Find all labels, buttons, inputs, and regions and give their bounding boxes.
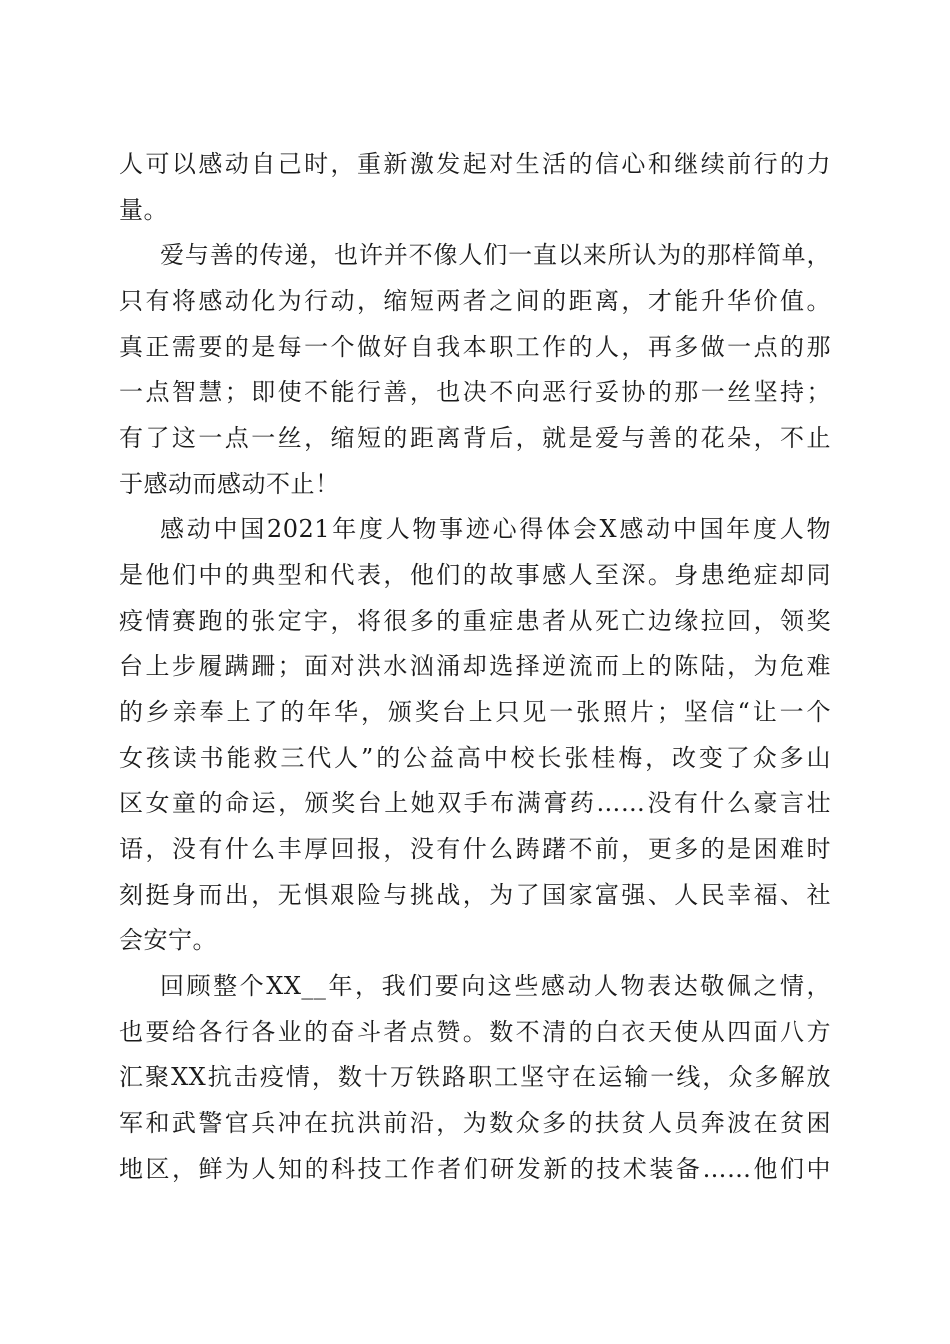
text-line: 区女童的命运，颁奖台上她双手布满膏药……没有什么豪言壮: [119, 789, 831, 817]
text-line: 语，没有什么丰厚回报，没有什么踌躇不前，更多的是困难时: [119, 835, 831, 863]
text-line: 是他们中的典型和代表，他们的故事感人至深。身患绝症却同: [119, 561, 831, 589]
text-line: 一点智慧；即使不能行善，也决不向恶行妥协的那一丝坚持；: [119, 378, 831, 406]
text-line: 女孩读书能救三代人”的公益高中校长张桂梅，改变了众多山: [119, 744, 831, 772]
text-line: 汇聚XX抗击疫情，数十万铁路职工坚守在运输一线，众多解放: [119, 1063, 831, 1091]
text-line: 只有将感动化为行动，缩短两者之间的距离，才能升华价值。: [119, 287, 831, 315]
text-line: 疫情赛跑的张定宇，将很多的重症患者从死亡边缘拉回，领奖: [119, 607, 831, 635]
paragraph-first-line: 感动中国2021年度人物事迹心得体会X感动中国年度人物: [160, 515, 831, 543]
text-line: 真正需要的是每一个做好自我本职工作的人，再多做一点的那: [119, 333, 831, 361]
text-line: 量。: [119, 196, 168, 224]
text-line: 地区，鲜为人知的科技工作者们研发新的技术装备……他们中: [119, 1155, 831, 1183]
text-line: 也要给各行各业的奋斗者点赞。数不清的白衣天使从四面八方: [119, 1018, 831, 1046]
text-line: 台上步履蹒跚；面对洪水汹涌却选择逆流而上的陈陆，为危难: [119, 652, 831, 680]
text-line: 军和武警官兵冲在抗洪前沿，为数众多的扶贫人员奔波在贫困: [119, 1109, 831, 1137]
text-line: 于感动而感动不止！: [119, 470, 340, 498]
text-line: 会安宁。: [119, 926, 217, 954]
paragraph-first-line: 爱与善的传递，也许并不像人们一直以来所认为的那样简单，: [160, 241, 831, 269]
text-line: 刻挺身而出，无惧艰险与挑战，为了国家富强、人民幸福、社: [119, 881, 831, 909]
text-line: 有了这一点一丝，缩短的距离背后，就是爱与善的花朵，不止: [119, 424, 831, 452]
text-line: 的乡亲奉上了的年华，颁奖台上只见一张照片；坚信“让一个: [119, 698, 831, 726]
paragraph-first-line: 回顾整个XX__年，我们要向这些感动人物表达敬佩之情，: [160, 972, 831, 1000]
text-line: 人可以感动自己时，重新激发起对生活的信心和继续前行的力: [119, 150, 831, 178]
